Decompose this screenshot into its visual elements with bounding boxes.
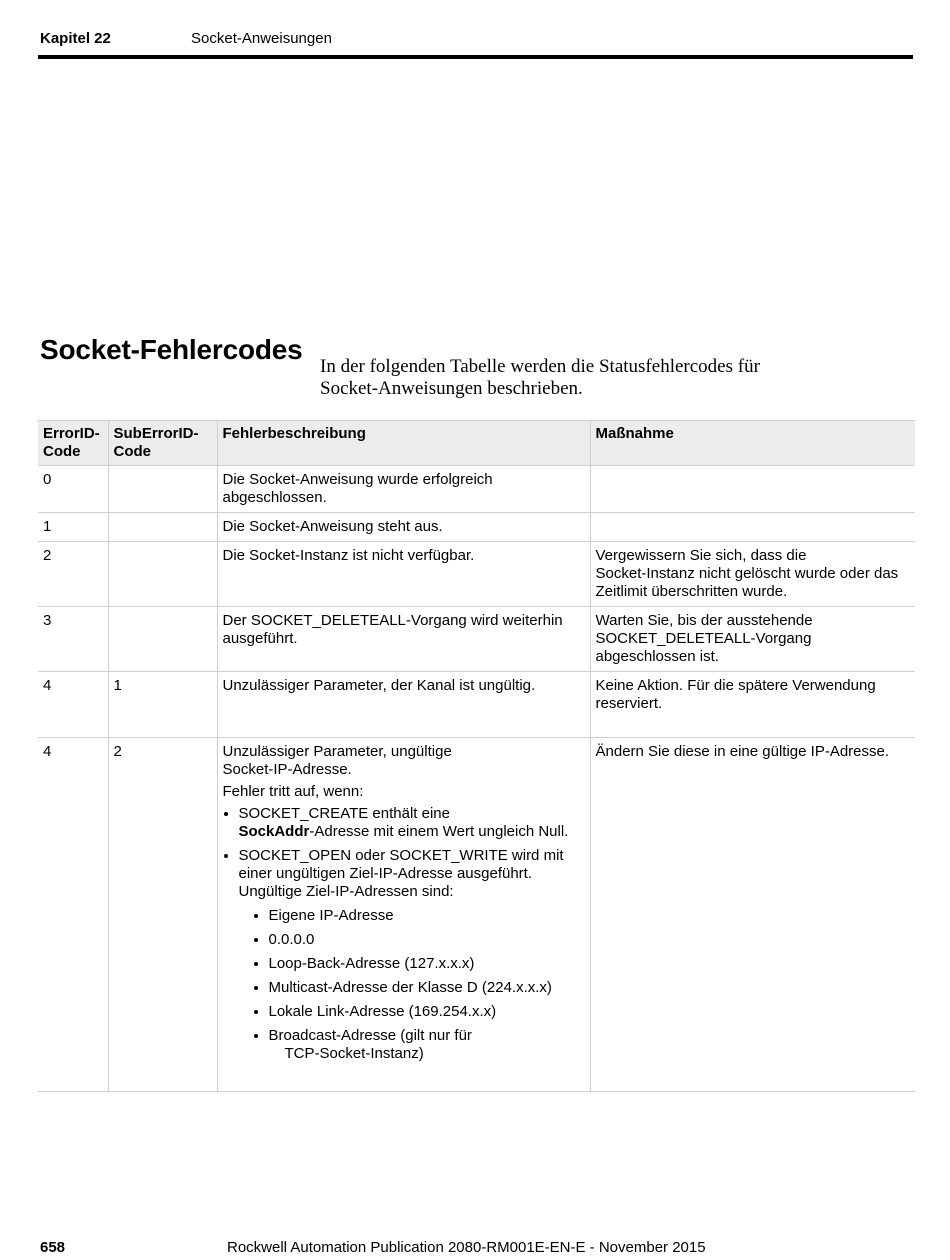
cell-action: Ändern Sie diese in eine gültige IP-Adresse. (590, 738, 915, 1092)
description-text: Die Socket-Anweisung wurde erfolgreich (222, 471, 493, 488)
error-code-table (38, 420, 915, 1092)
col-header-errorid (38, 421, 108, 466)
col-header-action: Maßnahme (590, 421, 915, 466)
occurs-when-text: Fehler tritt auf, wenn: (222, 783, 364, 800)
list-item: • Multicast-Adresse der Klasse D (224.x.x.x) (269, 979, 585, 997)
action-text: Vergewissern Sie sich, dass die (595, 547, 807, 564)
intro-paragraph (320, 356, 800, 400)
header-rule (38, 55, 913, 59)
cell-description (217, 607, 590, 672)
description-text (223, 743, 585, 779)
list-item-text: -Adresse mit einem Wert ungleich Null. (309, 823, 569, 840)
cell-suberrorid (108, 542, 217, 607)
cell-suberrorid (108, 466, 217, 513)
cell-action (590, 466, 915, 513)
cell-action (590, 607, 915, 672)
cell-errorid: 2 (38, 542, 108, 607)
description-text: Der SOCKET_DELETEALL-Vorgang wird weiterhin (222, 612, 563, 629)
action-text: Keine Aktion. Für die spätere Verwendung (595, 677, 876, 694)
table-header-row (38, 421, 915, 466)
cell-description (217, 466, 590, 513)
intro-line-2: Socket-Anweisungen beschrieben. (320, 378, 583, 399)
page-number: 658 (40, 1239, 66, 1256)
action-text: Socket-Instanz nicht gelöscht wurde oder das (595, 565, 899, 582)
list-item (239, 805, 585, 841)
chapter-label: Kapitel 22 (40, 30, 111, 47)
cell-description (217, 738, 590, 1092)
action-text: abgeschlossen ist. (595, 648, 719, 665)
cell-errorid: 3 (38, 607, 108, 672)
table-row (38, 513, 915, 542)
running-header (40, 28, 913, 58)
cell-suberrorid: 2 (108, 738, 217, 1092)
table-row (38, 607, 915, 672)
list-item: • Lokale Link-Adresse (169.254.x.x) (269, 1003, 585, 1021)
intro-line-1: In der folgenden Tabelle werden die Statusfehlercodes für (320, 356, 760, 377)
description-line: Unzulässiger Parameter, ungültige (222, 743, 452, 760)
description-line: Socket-IP-Adresse. (222, 761, 352, 778)
cell-description: Die Socket-Instanz ist nicht verfügbar. (217, 542, 590, 607)
action-text: reserviert. (595, 695, 663, 712)
list-item-text: einer ungültigen Ziel-IP-Adresse ausgeführt. (238, 865, 532, 882)
list-item-text: SOCKET_CREATE enthält eine (238, 805, 450, 822)
cell-errorid: 1 (38, 513, 108, 542)
table-row (38, 466, 915, 513)
invalid-address-list (253, 907, 585, 1063)
cell-action (590, 513, 915, 542)
cell-action (590, 672, 915, 738)
table-row (38, 672, 915, 738)
header-text: ErrorID- (43, 425, 100, 442)
cell-errorid: 4 (38, 738, 108, 1092)
action-text: Zeitlimit überschritten wurde. (595, 583, 788, 600)
cell-suberrorid (108, 513, 217, 542)
cell-description: Unzulässiger Parameter, der Kanal ist ungültig. (217, 672, 590, 738)
col-header-suberrorid (108, 421, 217, 466)
list-item-text: Broadcast-Adresse (gilt nur für (268, 1027, 472, 1044)
list-item (269, 1027, 585, 1063)
header-text: Code (43, 443, 81, 460)
cell-errorid: 4 (38, 672, 108, 738)
description-text: ausgeführt. (222, 630, 298, 647)
list-item-text: Ungültige Ziel-IP-Adressen sind: (238, 883, 454, 900)
cell-errorid: 0 (38, 466, 108, 513)
header-text: SubErrorID- (113, 425, 199, 442)
cell-suberrorid: 1 (108, 672, 217, 738)
sockaddr-term: SockAddr (238, 823, 310, 840)
action-text: Warten Sie, bis der ausstehende (595, 612, 813, 629)
action-text: SOCKET_DELETEALL-Vorgang (595, 630, 812, 647)
condition-list (223, 805, 585, 901)
header-text: Code (113, 443, 151, 460)
table-row (38, 738, 915, 1092)
cell-description: Die Socket-Anweisung steht aus. (217, 513, 590, 542)
description-text: abgeschlossen. (222, 489, 327, 506)
section-label: Socket-Anweisungen (191, 30, 332, 47)
page-title: Socket-Fehlercodes (40, 334, 303, 365)
list-item-text: SOCKET_OPEN oder SOCKET_WRITE wird mit (238, 847, 564, 864)
table-row (38, 542, 915, 607)
list-item: • Eigene IP-Adresse (269, 907, 585, 925)
publication-info: Rockwell Automation Publication 2080-RM001E-EN-E - November 2015 (227, 1239, 706, 1256)
list-item (239, 847, 585, 901)
list-item-text: TCP-Socket-Instanz) (284, 1045, 424, 1062)
cell-suberrorid (108, 607, 217, 672)
col-header-description: Fehlerbeschreibung (217, 421, 590, 466)
cell-action (590, 542, 915, 607)
list-item: • 0.0.0.0 (269, 931, 585, 949)
list-item: • Loop-Back-Adresse (127.x.x.x) (269, 955, 585, 973)
